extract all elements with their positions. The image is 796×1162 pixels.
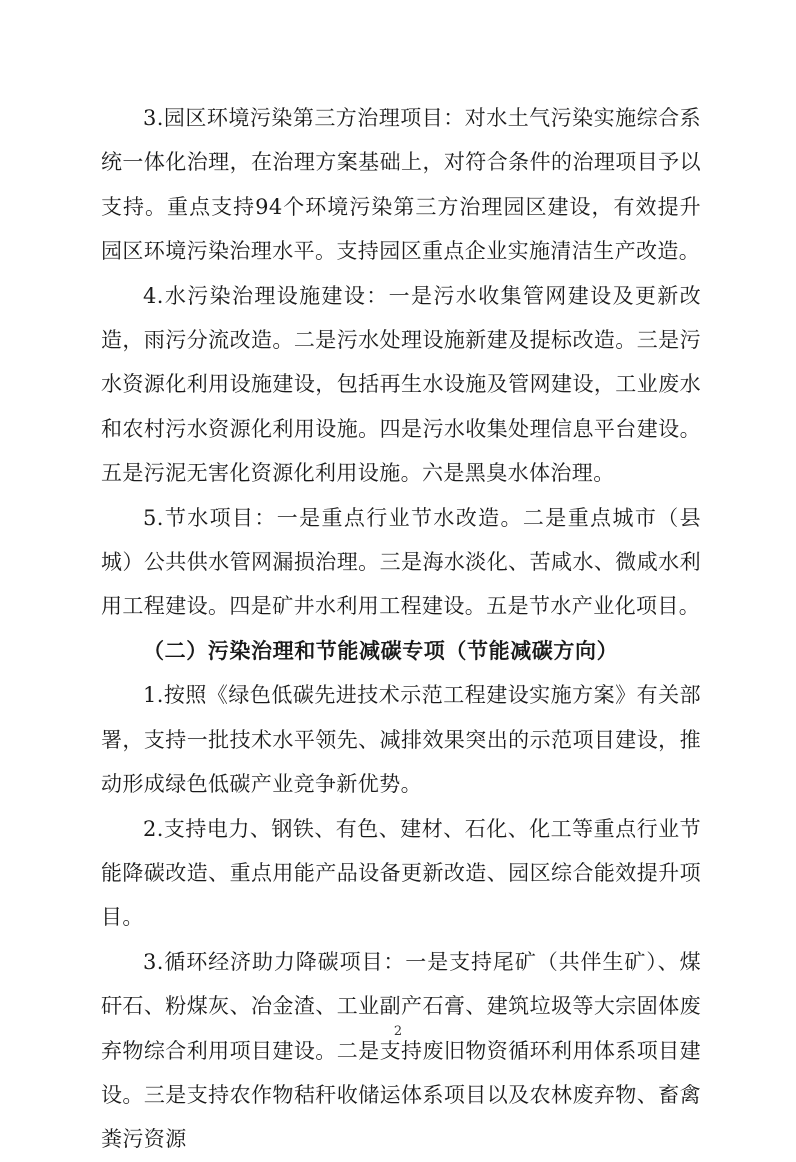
paragraph-water-saving-projects: 5.节水项目：一是重点行业节水改造。二是重点城市（县城）公共供水管网漏损治理。三是海水淡化、苦咸水、微咸水利用工程建设。四是矿井水利用工程建设。五是节水产业化项目。 [101, 505, 701, 619]
paragraph-circular-economy: 3.循环经济助力降碳项目：一是支持尾矿（共伴生矿）、煤矸石、粉煤灰、冶金渣、工业副产石膏、建筑垃圾等大宗固体废弃物综合利用项目建设。二是支持废旧物资循环利用体系项目建设。三是支持农作物秸秆收储运体系项目以及农林废弃物、畜禽粪污资源 [101, 949, 701, 1152]
paragraph-water-pollution-facilities: 4.水污染治理设施建设：一是污水收集管网建设及更新改造，雨污分流改造。二是污水处理设施新建及提标改造。三是污水资源化利用设施建设，包括再生水设施及管网建设，工业废水和农村污水资源化利用设施。四是污水收集处理信息平台建设。五是污泥无害化资源化利用设施。六是黑臭水体治理。 [101, 283, 701, 486]
paragraph-green-low-carbon-demo: 1.按照《绿色低碳先进技术示范工程建设实施方案》有关部署，支持一批技术水平领先、减排效果突出的示范项目建设，推动形成绿色低碳产业竞争新优势。 [101, 683, 701, 797]
paragraph-industrial-park-pollution: 3.园区环境污染第三方治理项目：对水土气污染实施综合系统一体化治理，在治理方案基础上，对符合条件的治理项目予以支持。重点支持94个环境污染第三方治理园区建设，有效提升园区环境污染治理水平。支持园区重点企业实施清洁生产改造。 [101, 106, 701, 264]
document-body [101, 96, 701, 1162]
paragraph-key-industries-energy-saving: 2.支持电力、钢铁、有色、建材、石化、化工等重点行业节能降碳改造、重点用能产品设备更新改造、园区综合能效提升项目。 [101, 816, 701, 930]
page-number: 2 [393, 1024, 403, 1039]
section-heading: （二）污染治理和节能减碳专项（节能减碳方向） [143, 637, 619, 663]
